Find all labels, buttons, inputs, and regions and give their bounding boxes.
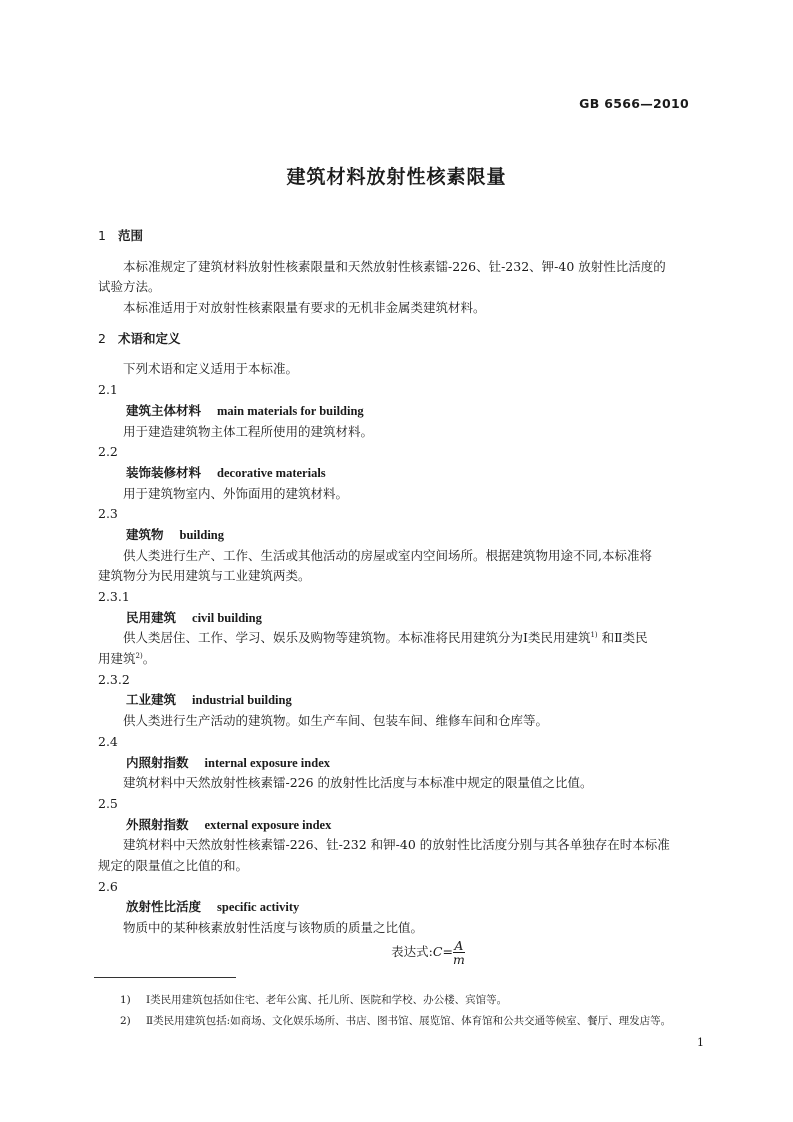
term-heading [98,608,718,629]
page-number: 1 [697,1036,704,1049]
term-heading [98,815,718,836]
section-title: 范围 [118,228,144,243]
section-title: 术语和定义 [118,330,181,346]
footnote-text: Ⅱ类民用建筑包括:如商场、文化娱乐场所、书店、图书馆、展览馆、体育馆和公共交通等候室、餐厅、理发店等。 [146,1015,672,1027]
term-zh: 民用建筑 [126,609,177,625]
section-heading-2 [98,329,718,350]
footnote-mark: 2) [120,1015,131,1027]
term-zh: 放射性比活度 [126,899,202,915]
term-en: external exposure index [204,817,332,832]
definition-text: 供人类居住、工作、学习、娱乐及购物等建筑物。本标准将民用建筑分为Ⅰ类民用建筑 [123,630,591,646]
term-heading [98,463,718,484]
term-number: 2.5 [98,795,118,811]
footnote-divider [94,977,236,978]
definition-text: 用建筑 [98,651,136,667]
formula-lhs: C [432,943,443,959]
term-number: 2.6 [98,878,118,894]
term-heading [98,401,718,422]
term-zh: 建筑主体材料 [126,402,202,418]
footnote-ref[interactable]: 1) [590,631,598,640]
footnote-ref[interactable]: 2) [135,652,143,661]
paragraph-line: 试验方法。 [98,279,161,295]
definition-line [98,649,718,670]
footnote [120,1013,671,1028]
term-en: specific activity [217,900,300,915]
footnote [120,992,507,1007]
term-heading [98,690,718,711]
formula-prefix: 表达式: [391,943,433,959]
formula-numerator: A [454,937,464,953]
term-heading [98,525,718,546]
term-en: industrial building [192,693,292,708]
formula-fraction [453,939,465,966]
footnote-mark: 1) [120,994,131,1006]
term-en: building [179,527,224,542]
formula-equals: = [442,943,453,959]
term-en: main materials for building [217,403,364,418]
term-en: decorative materials [217,465,326,480]
section-heading-1 [98,226,718,247]
term-number: 2.4 [98,733,118,749]
definition-line: 建筑材料中天然放射性核素镭-226 的放射性比活度与本标准中规定的限量值之比值。 [123,775,593,791]
document-title: 建筑材料放射性核素限量 [286,166,507,188]
definition-line: 供人类进行生产活动的建筑物。如生产车间、包装车间、维修车间和仓库等。 [123,713,549,729]
term-zh: 内照射指数 [126,754,189,770]
term-number: 2.3.1 [98,589,130,604]
term-number: 2.3 [98,506,118,522]
term-number: 2.2 [98,444,118,460]
definition-line: 用于建筑物室内、外饰面用的建筑材料。 [123,485,349,501]
section-number: 2 [98,330,106,346]
term-en: internal exposure index [204,755,330,770]
term-zh: 外照射指数 [126,816,189,832]
term-number: 2.3.2 [98,671,130,687]
term-zh: 工业建筑 [126,692,177,708]
term-heading [98,897,718,918]
formula [98,939,718,967]
formula-denominator: m [452,951,465,967]
term-heading [98,753,718,774]
paragraph-line: 下列术语和定义适用于本标准。 [123,361,299,377]
term-zh: 装饰装修材料 [126,464,202,480]
term-zh: 建筑物 [126,526,164,542]
section-number: 1 [98,228,106,243]
definition-line: 供人类进行生产、工作、生活或其他活动的房屋或室内空间场所。根据建筑物用途不同,本标准将 [123,547,652,563]
definition-line: 建筑材料中天然放射性核素镭-226、钍-232 和钾-40 的放射性比活度分别与其各单独存在时本标准 [123,837,670,853]
standard-number: GB 6566—2010 [579,96,689,111]
footnote-text: Ⅰ类民用建筑包括如住宅、老年公寓、托儿所、医院和学校、办公楼、宾馆等。 [146,994,508,1006]
term-number: 2.1 [98,382,118,398]
definition-line: 物质中的某种核素放射性活度与该物质的质量之比值。 [123,920,424,935]
paragraph-line: 本标准规定了建筑材料放射性核素限量和天然放射性核素镭-226、钍-232、钾-40 放射性比活度的 [123,258,666,274]
paragraph-line: 本标准适用于对放射性核素限量有要求的无机非金属类建筑材料。 [123,300,486,316]
document-body [98,226,718,967]
definition-line: 规定的限量值之比值的和。 [98,857,249,873]
definition-text: 和Ⅱ类民 [597,630,648,646]
term-en: civil building [192,610,262,625]
definition-text: 。 [142,651,156,667]
definition-line: 用于建造建筑物主体工程所使用的建筑材料。 [123,423,374,439]
definition-line [98,628,718,649]
definition-line: 建筑物分为民用建筑与工业建筑两类。 [98,568,311,584]
